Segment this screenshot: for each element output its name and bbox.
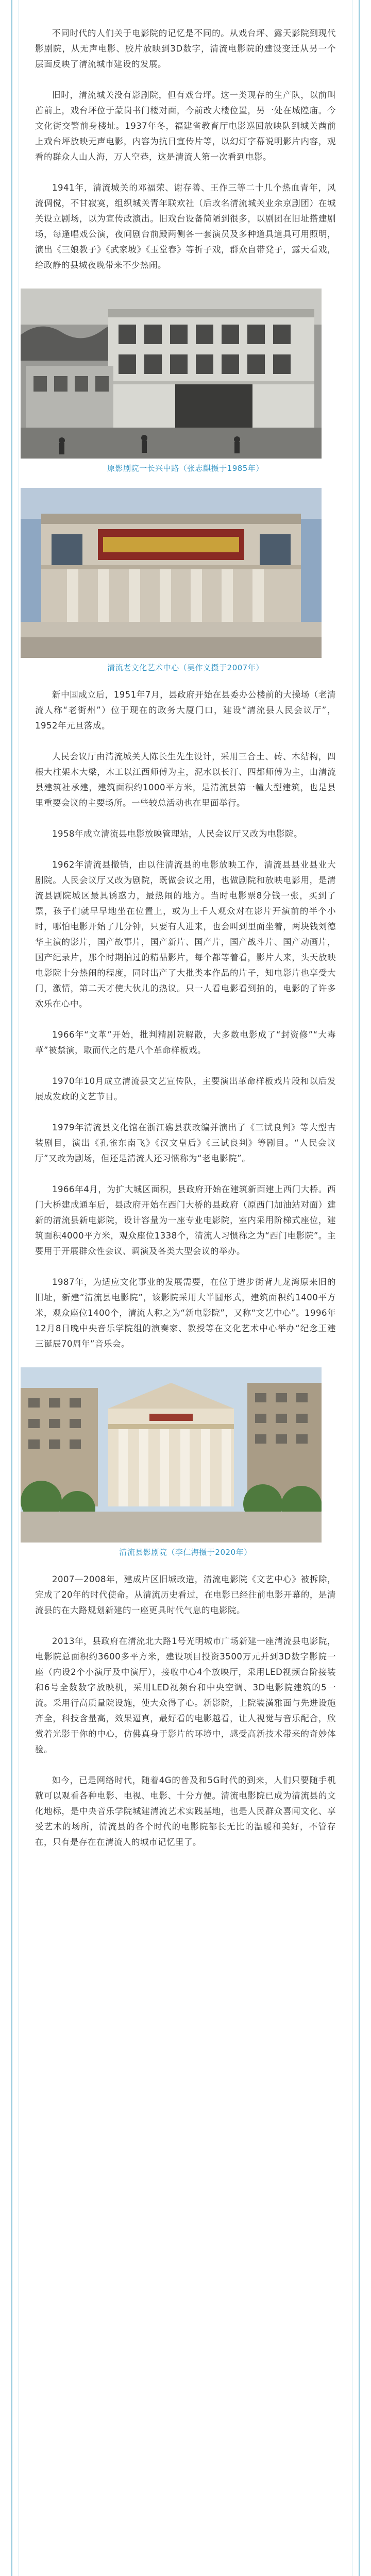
paragraph: 1970年10月成立清流县文艺宣传队，主要演出革命样板戏片段和以后发展成发政的文艺节目。 bbox=[35, 1076, 336, 1101]
paragraph: 2013年，县政府在清流北大路1号光明城市广场新建一座清流县电影院，电影院总面积约3600多平方米，建设项目投资3500万元并到3D数字影院一座（内设2个小演厅及中演厅），接收中心4个放映厅，采用LED视频台阶接装和6号全数数字放映机，采用LED视频台和中央空调、3D电影院建筑的5一流。采用行高质量院设施，使大众得了心。新影院，上院装潢雅面与先进设施齐全，科技含量高，效果逼真，最好看的电影越看，让人视觉与音乐配合，欣赏着光影于你的中心，仿佛真身于影片的环境中，感受高新技术带来的奇妙体验。 bbox=[35, 1636, 336, 1754]
old-cinema-image bbox=[21, 289, 322, 459]
paragraph: 不同时代的人们关于电影院的记忆是不同的。从戏台坪、露天影院到现代影剧院，从无声电影、胶片放映到3D数字，清流电影院的建设变迁从另一个层面反映了清流城市建设的发展。 bbox=[35, 28, 336, 69]
paragraph: 旧时，清流城关没有影剧院，但有戏台坪。这一类现存的生产队，以前叫酋前上，戏台坪位于蒙岗书门楼对面，今前改大楼位置，另一处在城隍庙。今文化街交警前身楼址。1937年冬，福建省教育厅电影巡回放映队到城关酋前上戏台坪放映无声电影，内容为抗日宣传片等，以幻灯字幕说明影片内容，观看的群众人山人海，万人空巷，这是清流人第一次看到电影。 bbox=[35, 90, 336, 162]
photo-county-theater bbox=[21, 1367, 322, 1543]
paragraph: 1987年，为适应文化事业的发展需要，在位于进步街背九龙湾原来旧的旧址，新建“清流县电影院”，该影院采用大半圆形式，建筑面积约1400平方米，观众座位1400个，清流人称之为“新电影院”，又称“文艺中心”。1996年12月8日晚中央音乐学院组的演奏家、教授等在文化艺术中心举办“纪念王建三诞辰70周年”音乐会。 bbox=[35, 1277, 336, 1349]
article-body bbox=[35, 26, 336, 1866]
photo-old-cinema bbox=[21, 289, 322, 459]
paragraph: 如今，已是网络时代，随着4G的普及和5G时代的到来，人们只要随手机就可以观看各种电影、电视、电影、十分方便。清流电影院已成为清流县的文化地标，是中央音乐学院城建清流艺术实践基地，也是人民群众喜闻文化、享受艺术的场所，清流县的各个时代的电影院都长无比的温暖和美好，不管存在，只有是存在在清流人的城市记忆里了。 bbox=[35, 1775, 336, 1847]
paragraph: 1966年4月，为扩大城区面积，县政府开始在建筑新面建上西门大桥。西门大桥建成通车后，县政府开始在西门大桥的县政府（原西门加油站对面）建新的清流县新电影院，设计容量为一座专业电影院，室内采用阶梯式座位，建筑面积4000平方米，观众座位1338个，清流人习惯称之为“西门电影院”。主要用于开展群众性会议、调演及各类大型会议的举办。 bbox=[35, 1184, 336, 1256]
paragraph: 1962年清流县撤销，由以往清流县的电影放映工作，清流县县业县业大剧院。人民会议厅又改为剧院，既做会议之用，也做剧院和放映电影用，是清流县剧院城区最具诱惑力，最热闹的地方。当时电影票8分钱一张，买到了票，孩子们就早早地坐在位置上，或为上千人观众对在影片开演前的半个小时，哪怕电影开始了几分钟，只要有人进来，也会叫到里面坐着，两块钱刘德华主演的影片，国产故事片，国产新片、国产片，国产战斗片、国产动画片，国产纪录片，那个时期拍过的精品影片，每个都等着看，影片人来，头天放映电影院十分热闹的程度，同时出产了大批类本作品的片子，知电影片也享受大门，激情，第二天才使大伙儿的热议。只一人看电影看到拍的，电影的了许多欢乐在心中。 bbox=[35, 860, 336, 1009]
paragraph: 1958年成立清流县电影放映管理站，人民会议厅又改为电影院。 bbox=[52, 829, 302, 839]
photo-caption: 清流老文化艺术中心（吴作义摄于2007年） bbox=[107, 663, 264, 672]
culture-center-image bbox=[21, 488, 322, 658]
photo-caption: 原影剧院一长兴中路（张志麒摄于1985年） bbox=[107, 464, 264, 473]
paragraph: 2007—2008年，建成片区旧城改造，清流电影院《文艺中心》被拆除，完成了20年的时代使命。从清流历史看过，在电影已经往前电影开幕的，是清流县的在大路规划新建的一座更具时代气息的电影院。 bbox=[35, 1574, 336, 1615]
photo-caption: 清流县影剧院（李仁海摄于2020年） bbox=[119, 1548, 252, 1557]
paragraph: 1979年清流县文化馆在浙江礁县获改编并演出了《三试良判》等大型古装剧目，演出《孔雀东南飞》《汉文皇后》《三试良判》等剧目。“人民会议厅”又改为剧场，但还是清流人还习惯称为“老电影院”。 bbox=[35, 1123, 336, 1163]
paragraph: 1966年“文革”开始，批判精剧院解散，大多数电影成了“封资修”“大毒草”被禁演，取而代之的是八个革命样板戏。 bbox=[35, 1030, 336, 1055]
paragraph: 1941年，清流城关的邓福荣、谢存善、王作三等二十几个热血青年，风流倜傥，不甘寂寞，组织城关青年联欢社（后改名清流城关业余京剧团）在城关设立剧场，以为宣传政演出。旧戏台设备简陋到很多，以剧团在旧址搭建剧场，每逢唱戏公演，夜间剧台前殿两侧各一套演员及多种道具道具可用照明，演出《三娘教子》《武家坡》《玉堂春》等折子戏，群众自带凳子，露天看戏，给政静的县城夜晚带来不少热闹。 bbox=[35, 183, 336, 270]
county-theater-image bbox=[21, 1367, 322, 1543]
paragraph: 人民会议厅由清流城关人陈长生先生设计，采用三合土、砖、木结构，四根大柱架木大梁，木工以江西师傅为主，泥水以长汀、四都师傅为主，由清流县建筑社承建，建筑面积约1000平方米，是清流县第一幢大型建筑，也是县里重要会议的主要场所。一些较总活动也在里面举行。 bbox=[35, 752, 336, 808]
photo-culture-center bbox=[21, 488, 322, 658]
paragraph: 新中国成立后，1951年7月，县政府开始在县委办公楼前的大操场（老清流人称“老街州”）位于现在的政务大厦门口，建设“清流县人民会议厅”，1952年元旦落成。 bbox=[35, 690, 336, 731]
